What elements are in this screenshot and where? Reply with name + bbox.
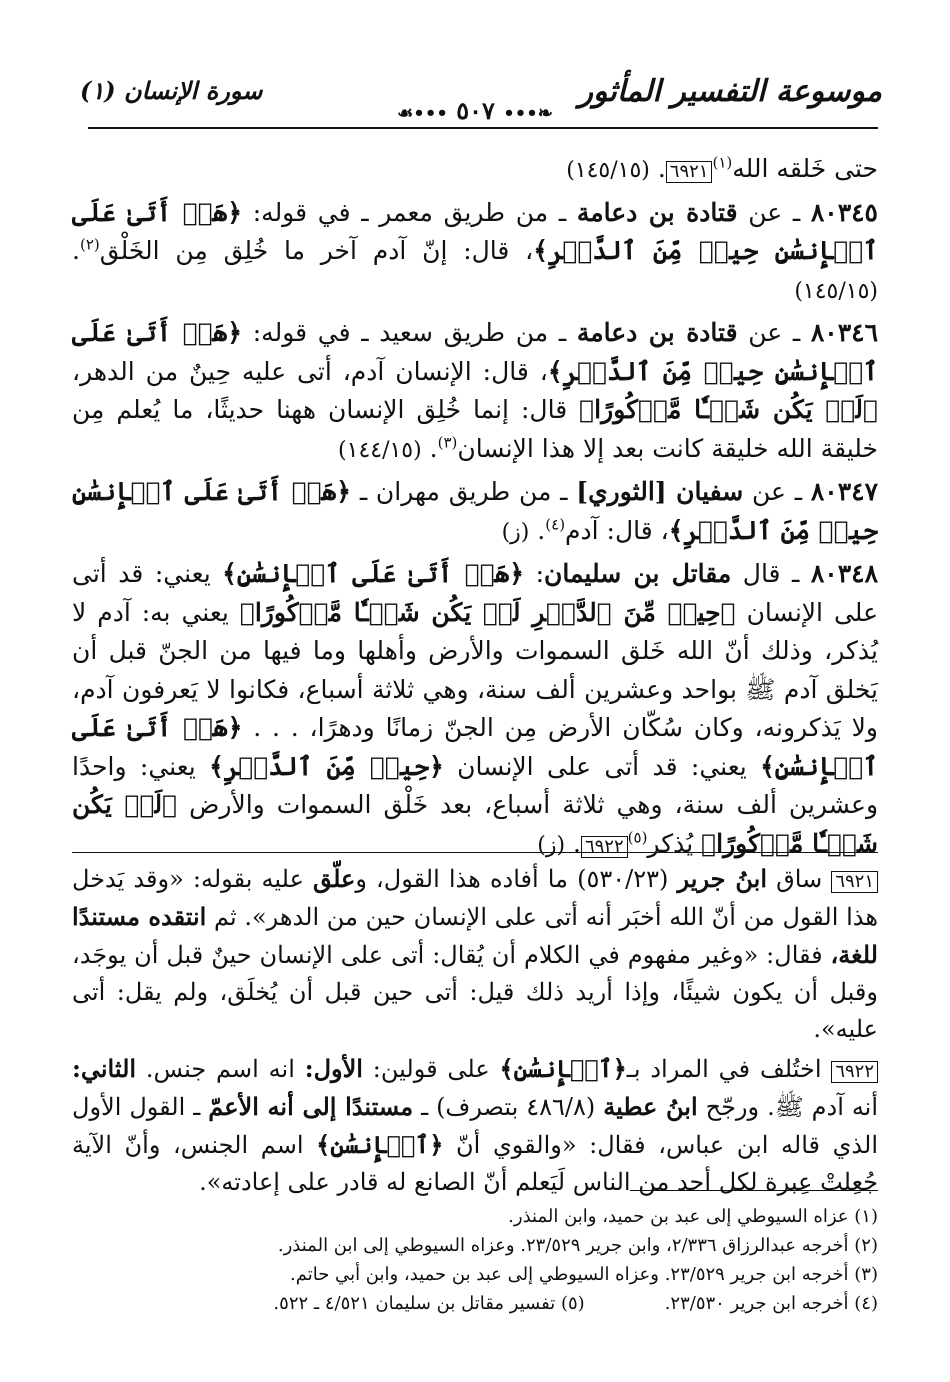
commentary-6921 xyxy=(72,860,878,1048)
narration-80347 xyxy=(72,473,878,552)
text-segment: ـ من طريق معمر ـ في قوله: xyxy=(242,197,577,227)
narrator-name: مقاتل بن سليمان xyxy=(544,559,732,588)
text-segment: ساق xyxy=(767,865,832,893)
text-segment: اختُلف في المراد بـ xyxy=(626,1055,832,1083)
commentary-6922 xyxy=(72,1050,878,1201)
footnote-4: (٤) أخرجه ابن جرير ٢٣/٥٣٠. xyxy=(664,1293,878,1314)
text-segment: يعني: واحدًا وعشرين ألف سنة، وهي ثلاثة أسباع، بعد خَلْق السموات والأرض xyxy=(72,751,879,819)
text-segment: يعني: قد أتى على الإنسان xyxy=(443,751,761,781)
text-segment: ـ من طريق سعيد ـ في قوله: xyxy=(242,318,577,347)
surah-title: سورة الإنسان (١) xyxy=(80,76,263,105)
bold-term: انتقده مستندًا للغة، xyxy=(72,902,878,969)
commentary-ref-box: ٦٩٢١ xyxy=(666,161,713,183)
scholar-name: ابنُ عطية xyxy=(603,1092,698,1121)
bold-term: مستندًا إلى أنه الأعمّ xyxy=(208,1092,414,1121)
volume-ref: (١٤٥/١٥) xyxy=(566,158,650,183)
footnote-marker: (١) xyxy=(712,153,733,172)
narration-number: ٨٠٣٤٥ xyxy=(810,197,878,227)
text-segment: : xyxy=(524,559,544,588)
text-segment: ، قال: آدم xyxy=(565,515,669,545)
text-segment: ، قال: الإنسان آدم، أتى عليه حِينٌ من الدهر، xyxy=(72,356,548,386)
text-segment: اسم الجنس، وأنّ الآية جُعِلتْ عِبرة لكل أحد من الناس لَيَعلم أنّ الصانع له قادر على إعادته». xyxy=(72,1131,878,1196)
text-segment: يعني به: آدم لا يُذكر، وذلك أنّ الله خَلق السموات والأرض وأهلها وما فيها من الجنّ قبل أن يَخلق آدم ﷺ بواحد وعشرين ألف سنة، وهي ثلاثة أسباع، فكانوا لا يَعرفون آدم، ولا يَذكرونه، وكان سُكّان الأرض مِن الجنّ زمانًا ودهرًا، . . . xyxy=(72,597,878,742)
text-segment: . xyxy=(421,433,438,463)
text-segment: فقال: «وغير مفهوم في الكلام أن يُقال: أتى على الإنسان حينٌ قبل أن يوجَد، وقبل أن يكون شيئًا، وإذا أريد ذلك قيل: أتى حين قبل أن يُخلَق، ولم يقل: أتى عليه». xyxy=(72,941,878,1043)
footnote-2: (٢) أخرجه عبدالرزاق ٢/٣٣٦، وابن جرير ٢٣/٥٢٩. وعزاه السيوطي إلى ابن المنذر. xyxy=(277,1235,878,1256)
bold-term: الثاني: xyxy=(72,1054,137,1083)
volume-ref: (١٤٥/١٥) xyxy=(794,278,878,304)
ornament-icon: ❧••• xyxy=(503,103,553,124)
text-segment: ورجّح xyxy=(697,1093,768,1121)
text-segment: يعني: قد أتى على الإنسان xyxy=(72,559,878,627)
quran-quote: ﴿ٱلۡإِنسَٰنِ﴾ xyxy=(316,1130,444,1159)
footnote-marker: (٣) xyxy=(437,433,458,452)
footnote-5: (٥) تفسير مقاتل بن سليمان ٤/٥٢١ ـ ٥٢٢. xyxy=(273,1293,585,1314)
footnote-rule xyxy=(630,1190,878,1191)
commentary-rule xyxy=(72,852,878,853)
footnote-marker: (٢) xyxy=(79,235,100,254)
paragraph-continuation xyxy=(72,150,878,191)
text-segment: . xyxy=(565,828,581,858)
quran-quote: ﴿هَلۡ أَتَىٰ عَلَى ٱلۡإِنسَٰنِ حِينٞ مِّنَ ٱلدَّهۡرِ﴾ xyxy=(72,197,878,265)
text-segment: . xyxy=(72,236,80,265)
narration-number: ٨٠٣٤٦ xyxy=(810,318,878,347)
footnote-1: (١) عزاه السيوطي إلى عبد بن حميد، وابن المنذر. xyxy=(508,1206,878,1227)
volume-ref: (ز) xyxy=(537,832,566,858)
text-segment: قال: إنما خُلِق الإنسان ههنا حديثًا، ما يُعلم مِن خليقة الله خليقة كانت بعد إلا هذا الإنسان xyxy=(72,395,878,463)
page-number: ٥٠٧ xyxy=(456,96,495,125)
quran-quote: ﴿هَلۡ أَتَىٰ عَلَى ٱلۡإِنسَٰنِ﴾ xyxy=(72,713,878,781)
text-segment: أنه آدم ﷺ. xyxy=(767,1093,879,1121)
main-text xyxy=(72,150,878,868)
narration-number: ٨٠٣٤٧ xyxy=(810,477,878,506)
scholar-name: ابنُ جرير xyxy=(677,864,767,893)
quran-quote: ﴿هَلۡ أَتَىٰ عَلَى ٱلۡإِنسَٰنِ حِينٞ مِّنَ ٱلدَّهۡرِ﴾ xyxy=(72,318,878,386)
quran-quote: ﴿لَمۡ يَكُن شَيۡـٔٗا مَّذۡكُورًا﴾ xyxy=(72,790,878,858)
quran-quote: ﴿هَلۡ أَتَىٰ عَلَى ٱلۡإِنسَٰنِ حِينٞ مِّنَ ٱلدَّهۡرِ﴾ xyxy=(72,477,878,545)
text-segment: ـ عن xyxy=(743,477,811,506)
book-title: موسوعة التفسير المأثور xyxy=(578,74,882,109)
narrator-name: قتادة بن دعامة xyxy=(576,197,738,227)
narration-number: ٨٠٣٤٨ xyxy=(810,559,878,588)
text-segment: (٤٨٦/٨ بتصرف) ـ xyxy=(413,1093,604,1121)
commentary-ref-box: ٦٩٢٢ xyxy=(831,1061,878,1083)
commentary-ref-box: ٦٩٢١ xyxy=(831,871,878,893)
text-segment: انه اسم جنس. xyxy=(136,1055,305,1083)
quran-quote: ﴿هَلۡ أَتَىٰ عَلَى ٱلۡإِنسَٰنِ﴾ xyxy=(222,559,525,588)
text-segment: (٥٣٠/٢٣) ما أفاده هذا القول، و xyxy=(355,865,678,893)
text-segment: ـ من طريق مهران ـ xyxy=(351,477,577,506)
bold-term: الأول: xyxy=(304,1054,363,1083)
footnote-row xyxy=(72,1289,878,1318)
text-segment: . xyxy=(529,515,546,545)
commentary-section xyxy=(72,860,878,1203)
text-segment: ـ القول الأول الذي قاله ابن عباس، فقال: «والقوي أنّ xyxy=(72,1093,879,1159)
narration-80345 xyxy=(72,194,878,312)
text-segment: عليه بقوله: «وقد يَدخل هذا القول من أنّ الله أخبَر أنه أتى على الإنسان حين من الدهر». ثم xyxy=(72,865,878,931)
text-segment: ـ عن xyxy=(737,318,811,347)
footnotes xyxy=(72,1202,878,1318)
page-header xyxy=(60,62,890,126)
footnote-3: (٣) أخرجه ابن جرير ٢٣/٥٢٩. وعزاه السيوطي إلى عبد بن حميد، وابن أبي حاتم. xyxy=(290,1264,878,1285)
commentary-ref-box: ٦٩٢٢ xyxy=(581,836,628,858)
footnote-marker: (٤) xyxy=(545,515,566,534)
volume-ref: (ز) xyxy=(501,519,530,545)
bold-term: علّق xyxy=(313,864,356,893)
text-segment: يُذكر xyxy=(647,828,702,858)
text-segment: على قولين: xyxy=(362,1055,500,1083)
volume-ref: (١٤٤/١٥) xyxy=(338,437,422,463)
narrator-name: سفيان [الثوري] xyxy=(576,477,744,506)
text-segment: ـ قال xyxy=(731,559,811,588)
narration-80348 xyxy=(72,555,878,865)
text-segment: ، قال: إنّ آدم آخر ما خُلِق مِن الخَلْق xyxy=(99,236,534,265)
narration-80346 xyxy=(72,314,878,470)
quran-quote: ﴿ٱلۡإِنسَٰنِ﴾ xyxy=(499,1054,627,1083)
text-segment: . xyxy=(649,154,666,183)
text-segment: ـ عن xyxy=(737,197,811,227)
ornament-icon: •••☙ xyxy=(397,103,448,124)
quran-quote: ﴿حِينٞ مِّنَ ٱلدَّهۡرِ لَمۡ يَكُن شَيۡـٔٗا مَّذۡكُورًا﴾ xyxy=(239,597,736,627)
header-rule xyxy=(88,127,878,129)
quran-quote: ﴿لَمۡ يَكُن شَيۡـٔٗا مَّذۡكُورًا﴾ xyxy=(579,395,878,424)
footnote-marker: (٥) xyxy=(627,828,648,847)
quran-quote: ﴿حِينٞ مِّنَ ٱلدَّهۡرِ﴾ xyxy=(209,751,444,781)
narrator-name: قتادة بن دعامة xyxy=(576,318,738,347)
text-segment: حتى خَلقه الله xyxy=(732,154,878,183)
